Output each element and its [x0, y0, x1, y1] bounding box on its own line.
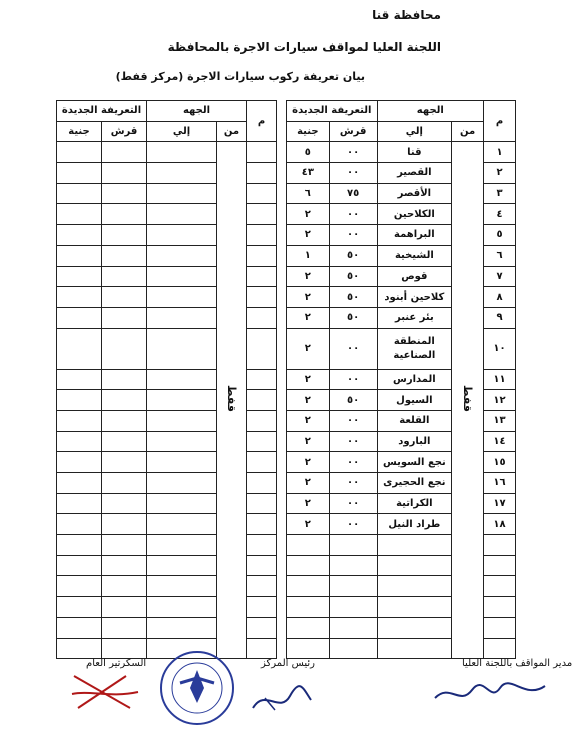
- piaster-cell: ٠٠: [329, 431, 377, 452]
- piaster-cell: [102, 142, 147, 163]
- col-from-header: من: [452, 121, 484, 142]
- destination-cell: [147, 410, 217, 431]
- piaster-cell: [102, 410, 147, 431]
- row-number: [247, 597, 277, 618]
- secretary-label: السكرتير العام: [86, 658, 147, 669]
- row-number: [247, 266, 277, 287]
- piaster-cell: [102, 576, 147, 597]
- col-piaster-header: قرش: [329, 121, 377, 142]
- pound-cell: ٢: [287, 514, 330, 535]
- destination-cell: [147, 514, 217, 535]
- row-number: ٦: [484, 245, 516, 266]
- pound-cell: [287, 555, 330, 576]
- destination-cell: [147, 245, 217, 266]
- col-piaster-header: قرش: [102, 121, 147, 142]
- row-number: ٩: [484, 307, 516, 328]
- destination-cell: [147, 183, 217, 204]
- row-number: [247, 410, 277, 431]
- piaster-cell: ٠٠: [329, 410, 377, 431]
- piaster-cell: ٥٠: [329, 390, 377, 411]
- col-pound-header: جنية: [57, 121, 102, 142]
- destination-cell: الكراتية: [377, 493, 452, 514]
- destination-cell: [147, 225, 217, 246]
- row-number: ١٣: [484, 410, 516, 431]
- row-number: ٧: [484, 266, 516, 287]
- destination-cell: الأقصر: [377, 183, 452, 204]
- piaster-cell: ٠٠: [329, 514, 377, 535]
- pound-cell: ٦: [287, 183, 330, 204]
- row-number: ١: [484, 142, 516, 163]
- row-number: [247, 307, 277, 328]
- pound-cell: ٢: [287, 493, 330, 514]
- piaster-cell: [102, 369, 147, 390]
- row-number: [247, 493, 277, 514]
- row-number: ١٧: [484, 493, 516, 514]
- pound-cell: [287, 576, 330, 597]
- destination-cell: [377, 597, 452, 618]
- destination-cell: [147, 555, 217, 576]
- table-row: [57, 142, 277, 163]
- piaster-cell: [329, 555, 377, 576]
- origin-label: قفط: [225, 385, 239, 413]
- piaster-cell: [329, 617, 377, 638]
- pound-cell: ٢: [287, 369, 330, 390]
- destination-cell: [147, 576, 217, 597]
- pound-cell: [57, 555, 102, 576]
- destination-cell: بئر عنبر: [377, 307, 452, 328]
- row-number: ٢: [484, 163, 516, 184]
- destination-cell: [147, 431, 217, 452]
- piaster-cell: [102, 307, 147, 328]
- destination-cell: طراد النيل: [377, 514, 452, 535]
- destination-cell: قنا: [377, 142, 452, 163]
- row-number: [484, 535, 516, 556]
- pound-cell: [57, 514, 102, 535]
- row-number: [247, 204, 277, 225]
- pound-cell: [57, 245, 102, 266]
- center-head-signature: [245, 680, 315, 718]
- table-row: [287, 142, 516, 163]
- pound-cell: [57, 617, 102, 638]
- destination-cell: [147, 328, 217, 369]
- destination-cell: الشيخية: [377, 245, 452, 266]
- row-number: [247, 369, 277, 390]
- secretary-signature: [70, 672, 140, 712]
- piaster-cell: [102, 431, 147, 452]
- col-num-header: م: [484, 101, 516, 142]
- pound-cell: [57, 452, 102, 473]
- destination-cell: [147, 266, 217, 287]
- piaster-cell: [102, 266, 147, 287]
- pound-cell: [57, 638, 102, 659]
- committee-title: اللجنة العليا لمواقف سيارات الاجرة بالمحافظة: [167, 40, 441, 54]
- destination-cell: [147, 493, 217, 514]
- row-number: [247, 555, 277, 576]
- row-number: [247, 225, 277, 246]
- pound-cell: ٢: [287, 390, 330, 411]
- pound-cell: ٢: [287, 266, 330, 287]
- pound-cell: ٢: [287, 328, 330, 369]
- destination-cell: [377, 638, 452, 659]
- destination-cell: [147, 369, 217, 390]
- piaster-cell: [102, 535, 147, 556]
- destination-cell: [147, 597, 217, 618]
- row-number: [247, 638, 277, 659]
- pound-cell: ٤٣: [287, 163, 330, 184]
- piaster-cell: [102, 617, 147, 638]
- row-number: ١٦: [484, 473, 516, 494]
- pound-cell: [57, 410, 102, 431]
- row-number: [247, 287, 277, 308]
- origin-label: قفط: [461, 385, 475, 413]
- piaster-cell: ٠٠: [329, 452, 377, 473]
- pound-cell: [57, 390, 102, 411]
- piaster-cell: [102, 452, 147, 473]
- pound-cell: [57, 576, 102, 597]
- piaster-cell: [102, 493, 147, 514]
- piaster-cell: ٠٠: [329, 493, 377, 514]
- pound-cell: [57, 307, 102, 328]
- row-number: [484, 597, 516, 618]
- destination-cell: نجع الحجيرى: [377, 473, 452, 494]
- col-pound-header: جنية: [287, 121, 330, 142]
- row-number: ١٤: [484, 431, 516, 452]
- destination-cell: [377, 576, 452, 597]
- piaster-cell: [102, 328, 147, 369]
- piaster-cell: [329, 638, 377, 659]
- col-to-header: إلي: [147, 121, 217, 142]
- piaster-cell: ٠٠: [329, 369, 377, 390]
- pound-cell: ٢: [287, 307, 330, 328]
- row-number: [484, 617, 516, 638]
- piaster-cell: [102, 204, 147, 225]
- destination-cell: البارود: [377, 431, 452, 452]
- destination-cell: كلاحين أبنود: [377, 287, 452, 308]
- destination-cell: [147, 204, 217, 225]
- piaster-cell: [102, 473, 147, 494]
- from-cell: [452, 142, 484, 659]
- pound-cell: [57, 493, 102, 514]
- row-number: [484, 555, 516, 576]
- row-number: ٣: [484, 183, 516, 204]
- piaster-cell: ٠٠: [329, 142, 377, 163]
- tariff-table-filled: [286, 100, 516, 659]
- row-number: [247, 142, 277, 163]
- piaster-cell: [329, 576, 377, 597]
- piaster-cell: [102, 555, 147, 576]
- pound-cell: ٢: [287, 473, 330, 494]
- destination-cell: القصير: [377, 163, 452, 184]
- destination-cell: [147, 142, 217, 163]
- pound-cell: ٥: [287, 142, 330, 163]
- destination-cell: [147, 617, 217, 638]
- destination-cell: السيول: [377, 390, 452, 411]
- pound-cell: [57, 287, 102, 308]
- row-number: ١٠: [484, 328, 516, 369]
- pound-cell: [287, 535, 330, 556]
- destination-cell: [147, 535, 217, 556]
- piaster-cell: [102, 163, 147, 184]
- piaster-cell: ٠٠: [329, 204, 377, 225]
- destination-cell: [377, 535, 452, 556]
- piaster-cell: [102, 638, 147, 659]
- row-number: [247, 390, 277, 411]
- destination-cell: [147, 307, 217, 328]
- destination-cell: [147, 163, 217, 184]
- destination-cell: نجع السويس: [377, 452, 452, 473]
- piaster-cell: [102, 183, 147, 204]
- governorate-title: محافظة قنا: [372, 8, 441, 22]
- col-from-header: من: [217, 121, 247, 142]
- row-number: [247, 473, 277, 494]
- row-number: [247, 431, 277, 452]
- row-number: ٤: [484, 204, 516, 225]
- destination-cell: [147, 287, 217, 308]
- document-title: بيان تعريفة ركوب سيارات الاجرة (مركز قفط): [115, 70, 365, 83]
- piaster-cell: [329, 535, 377, 556]
- pound-cell: [287, 617, 330, 638]
- destination-cell: [147, 452, 217, 473]
- row-number: ٨: [484, 287, 516, 308]
- manager-signature: [430, 678, 550, 708]
- row-number: [247, 245, 277, 266]
- row-number: [247, 183, 277, 204]
- piaster-cell: ٥٠: [329, 287, 377, 308]
- piaster-cell: ٠٠: [329, 473, 377, 494]
- destination-cell: قوص: [377, 266, 452, 287]
- pound-cell: [287, 638, 330, 659]
- row-number: [247, 535, 277, 556]
- row-number: ١١: [484, 369, 516, 390]
- pound-cell: [57, 142, 102, 163]
- tariff-table-empty: [56, 100, 277, 659]
- piaster-cell: ٥٠: [329, 307, 377, 328]
- col-to-header: إلي: [377, 121, 452, 142]
- row-number: ١٨: [484, 514, 516, 535]
- piaster-cell: ٥٠: [329, 245, 377, 266]
- destination-cell: المدارس: [377, 369, 452, 390]
- manager-label: مدير المواقف باللجنة العليا: [462, 658, 573, 669]
- col-tariff-header: التعريفة الجديدة: [287, 101, 378, 122]
- pound-cell: [57, 225, 102, 246]
- piaster-cell: [102, 514, 147, 535]
- piaster-cell: [102, 225, 147, 246]
- row-number: ١٢: [484, 390, 516, 411]
- pound-cell: ٢: [287, 204, 330, 225]
- row-number: [247, 576, 277, 597]
- destination-cell: [377, 617, 452, 638]
- destination-cell: [147, 390, 217, 411]
- pound-cell: [57, 369, 102, 390]
- pound-cell: [57, 597, 102, 618]
- piaster-cell: [102, 287, 147, 308]
- pound-cell: ١: [287, 245, 330, 266]
- piaster-cell: [102, 245, 147, 266]
- piaster-cell: [102, 390, 147, 411]
- pound-cell: [57, 431, 102, 452]
- pound-cell: ٢: [287, 410, 330, 431]
- row-number: [484, 638, 516, 659]
- col-direction-header: الجهه: [377, 101, 483, 122]
- pound-cell: [57, 183, 102, 204]
- pound-cell: [57, 266, 102, 287]
- destination-cell: [377, 555, 452, 576]
- destination-cell: القلعة: [377, 410, 452, 431]
- row-number: [247, 452, 277, 473]
- destination-cell: [147, 473, 217, 494]
- destination-cell: الكلاحين: [377, 204, 452, 225]
- pound-cell: [57, 163, 102, 184]
- pound-cell: [287, 597, 330, 618]
- piaster-cell: [102, 597, 147, 618]
- col-direction-header: الجهه: [147, 101, 247, 122]
- row-number: [247, 328, 277, 369]
- row-number: [484, 576, 516, 597]
- piaster-cell: ٠٠: [329, 328, 377, 369]
- pound-cell: ٢: [287, 225, 330, 246]
- col-num-header: م: [247, 101, 277, 142]
- center-head-label: رئيس المركز: [261, 658, 315, 669]
- piaster-cell: [329, 597, 377, 618]
- piaster-cell: ٠٠: [329, 163, 377, 184]
- pound-cell: ٢: [287, 431, 330, 452]
- pound-cell: ٢: [287, 287, 330, 308]
- row-number: ٥: [484, 225, 516, 246]
- row-number: [247, 163, 277, 184]
- row-number: [247, 514, 277, 535]
- piaster-cell: ٠٠: [329, 225, 377, 246]
- pound-cell: [57, 535, 102, 556]
- pound-cell: [57, 204, 102, 225]
- destination-cell: البراهمة: [377, 225, 452, 246]
- pound-cell: [57, 328, 102, 369]
- pound-cell: [57, 473, 102, 494]
- piaster-cell: ٧٥: [329, 183, 377, 204]
- official-seal: [150, 648, 245, 728]
- row-number: [247, 617, 277, 638]
- piaster-cell: ٥٠: [329, 266, 377, 287]
- from-cell: [217, 142, 247, 659]
- row-number: ١٥: [484, 452, 516, 473]
- col-tariff-header: التعريفة الجديدة: [57, 101, 147, 122]
- destination-cell: المنطقة الصناعية: [377, 328, 452, 369]
- pound-cell: ٢: [287, 452, 330, 473]
